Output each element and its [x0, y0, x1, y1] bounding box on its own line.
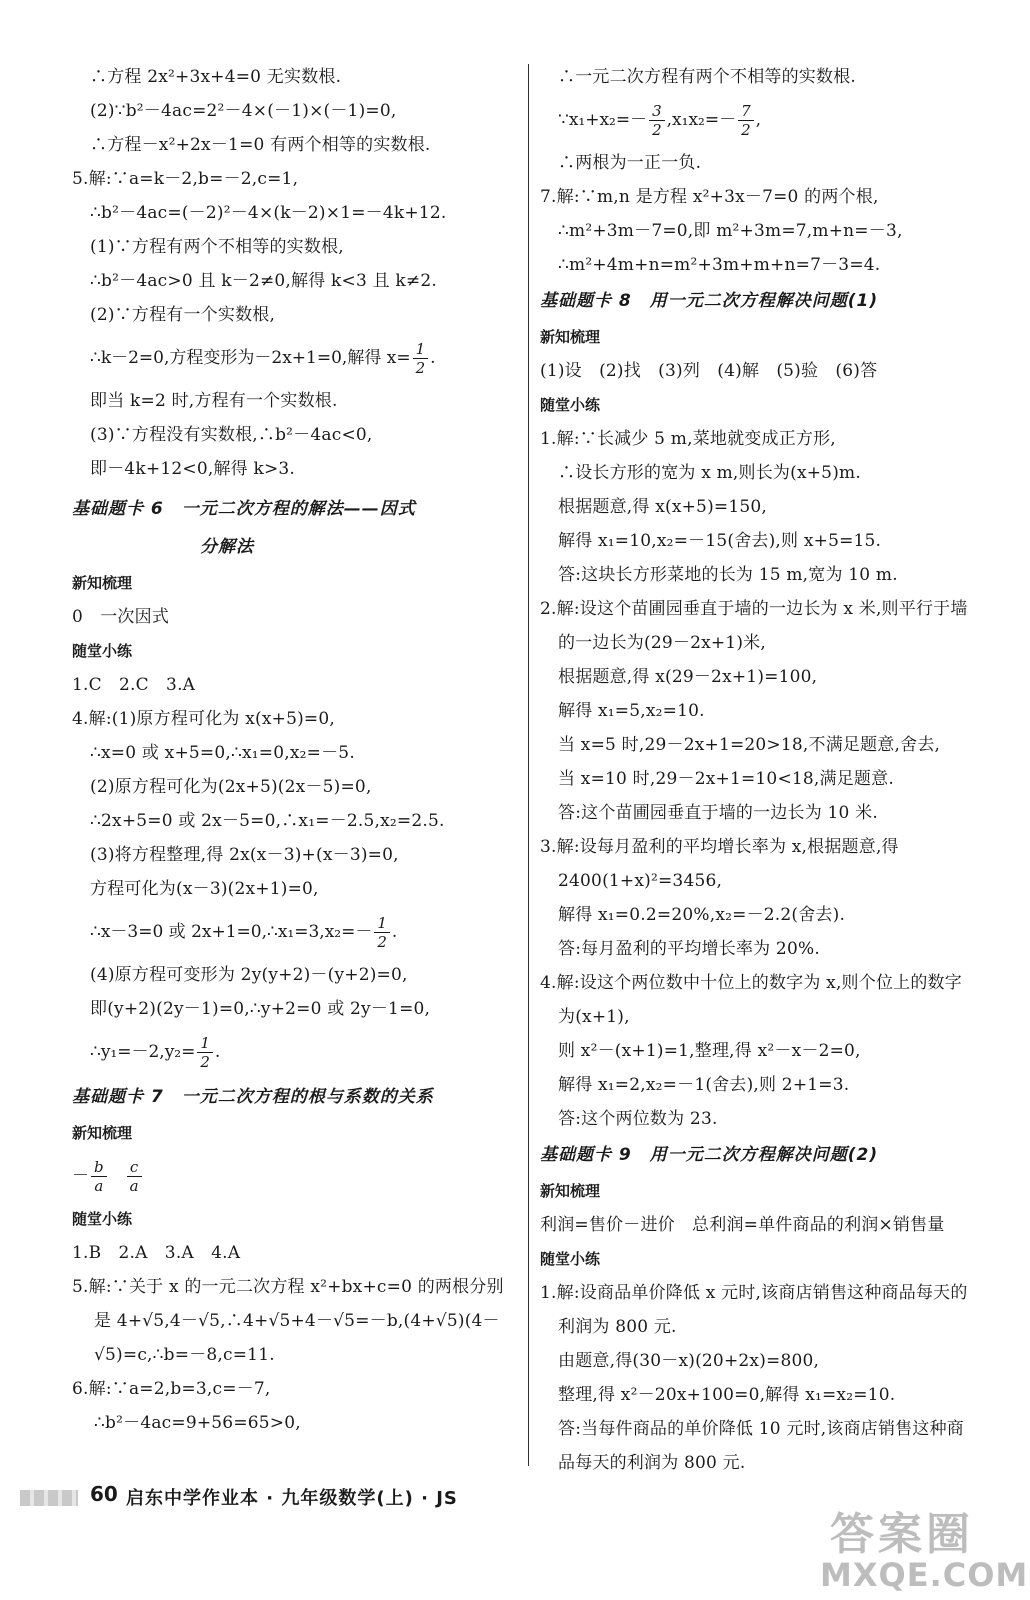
section-title-9: 基础题卡 9 用一元二次方程解决问题(2)	[540, 1145, 879, 1165]
column-divider	[528, 64, 529, 1466]
text-line: 由题意,得(30－x)(20+2x)=800,	[558, 1351, 820, 1371]
text-line: (2)∵b²－4ac=2²－4×(－1)×(－1)=0,	[90, 101, 397, 121]
text-line: ∴两根为一正一负.	[558, 153, 702, 173]
fraction	[374, 914, 390, 951]
denominator: 2	[377, 933, 387, 951]
text-line: (3)∵方程没有实数根,∴b²－4ac<0,	[90, 425, 373, 445]
text-line: 解得 x₁=5,x₂=10.	[558, 701, 705, 721]
section-title-7: 基础题卡 7 一元二次方程的根与系数的关系	[72, 1087, 434, 1107]
text-span: ∴x－3=0 或 2x+1=0,∴x₁=3,x₂=－	[90, 922, 373, 942]
text-line: 解得 x₁=2,x₂=－1(舍去),则 2+1=3.	[558, 1075, 850, 1095]
text-line: 为(x+1),	[558, 1007, 630, 1027]
text-line: 品每天的利润为 800 元.	[558, 1453, 746, 1473]
numerator: 3	[649, 102, 665, 121]
text-line: ∴b²－4ac=9+56=65>0,	[94, 1413, 301, 1433]
text-line: 方程可化为(x－3)(2x+1)=0,	[90, 879, 319, 899]
right-column	[540, 60, 1000, 1480]
numerator: 1	[197, 1034, 213, 1053]
text-line: ∴一元二次方程有两个不相等的实数根.	[558, 67, 857, 87]
text-line: 根据题意,得 x(x+5)=150,	[558, 497, 768, 517]
text-line: 0 一次因式	[72, 607, 170, 627]
sub-heading: 随堂小练	[540, 1250, 601, 1268]
text-line: (3)将方程整理,得 2x(x－3)+(x－3)=0,	[90, 845, 399, 865]
fraction-line	[540, 94, 1000, 146]
sub-heading: 随堂小练	[540, 396, 601, 414]
fraction	[127, 1158, 142, 1195]
text-line: (1)∵方程有两个不相等的实数根,	[90, 237, 344, 257]
text-line: 5.解:∵a=k－2,b=－2,c=1,	[72, 169, 299, 189]
section-title-8: 基础题卡 8 用一元二次方程解决问题(1)	[540, 291, 879, 311]
fraction	[413, 340, 429, 377]
text-line: 即当 k=2 时,方程有一个实数根.	[90, 391, 338, 411]
text-span: ∵x₁+x₂=－	[558, 110, 648, 130]
sub-heading: 新知梳理	[540, 1182, 601, 1200]
text-line: ∴m²+4m+n=m²+3m+m+n=7－3=4.	[558, 255, 881, 275]
text-line: 解得 x₁=0.2=20%,x₂=－2.2(舍去).	[558, 905, 846, 925]
book-title: 启东中学作业本 · 九年级数学(上) · JS	[126, 1488, 458, 1509]
text-line: 5.解:∵关于 x 的一元二次方程 x²+bx+c=0 的两根分别	[72, 1277, 504, 1297]
text-line: 1.解:∵长减少 5 m,菜地就变成正方形,	[540, 429, 836, 449]
sub-heading: 新知梳理	[72, 1124, 133, 1142]
watermark-url: MXQE.COM	[820, 1556, 1029, 1594]
numerator: 1	[374, 914, 390, 933]
left-column	[72, 60, 522, 1440]
text-line: 1.解:设商品单价降低 x 元时,该商店销售这种商品每天的	[540, 1283, 968, 1303]
text-line: 3.解:设每月盈利的平均增长率为 x,根据题意,得	[540, 837, 899, 857]
text-line: 当 x=10 时,29－2x+1=10<18,满足题意.	[558, 769, 894, 789]
text-line: 答:每月盈利的平均增长率为 20%.	[558, 939, 820, 959]
text-line: 当 x=5 时,29－2x+1=20>18,不满足题意,舍去,	[558, 735, 941, 755]
numerator: c	[127, 1158, 142, 1177]
text-line: ∴方程 2x²+3x+4=0 无实数根.	[90, 67, 342, 87]
text-line: 答:这个苗圃园垂直于墙的一边长为 10 米.	[558, 803, 878, 823]
denominator: 2	[415, 359, 426, 377]
text-span: .	[214, 1042, 221, 1062]
denominator: 2	[741, 121, 751, 139]
fraction	[91, 1158, 107, 1195]
text-line: √5)=c,∴b=－8,c=11.	[94, 1345, 275, 1365]
footer-decoration	[20, 1490, 78, 1506]
text-line: 则 x²－(x+1)=1,整理,得 x²－x－2=0,	[558, 1041, 861, 1061]
text-line: 即(y+2)(2y－1)=0,∴y+2=0 或 2y－1=0,	[90, 999, 431, 1019]
text-line: 的一边长为(29－2x+1)米,	[558, 633, 766, 653]
text-line: 是 4+√5,4－√5,∴4+√5+4－√5=－b,(4+√5)(4－	[94, 1311, 500, 1331]
text-line: (4)原方程可变形为 2y(y+2)－(y+2)=0,	[90, 965, 408, 985]
text-line: ∴设长方形的宽为 x m,则长为(x+5)m.	[558, 463, 861, 483]
text-line: 6.解:∵a=2,b=3,c=－7,	[72, 1379, 271, 1399]
fraction-line	[72, 332, 522, 384]
text-line: 4.解:设这个两位数中十位上的数字为 x,则个位上的数字	[540, 973, 962, 993]
text-span: ,	[755, 110, 762, 130]
sub-heading: 新知梳理	[72, 574, 133, 592]
text-span: ,x₁x₂=－	[666, 110, 737, 130]
text-line: ∴b²－4ac>0 且 k－2≠0,解得 k<3 且 k≠2.	[90, 271, 437, 291]
text-line: 答:这个两位数为 23.	[558, 1109, 718, 1129]
watermark-logo	[810, 1498, 1029, 1598]
denominator: a	[129, 1177, 139, 1195]
text-line: ∴m²+3m－7=0,即 m²+3m=7,m+n=－3,	[558, 221, 903, 241]
text-line: (1)设 (2)找 (3)列 (4)解 (5)验 (6)答	[540, 361, 878, 381]
numerator: 7	[738, 102, 754, 121]
watermark-text: 答案圈	[830, 1509, 974, 1560]
text-line: ∴2x+5=0 或 2x－5=0,∴x₁=－2.5,x₂=2.5.	[90, 811, 445, 831]
text-line: 利润为 800 元.	[558, 1317, 677, 1337]
sub-heading: 新知梳理	[540, 328, 601, 346]
denominator: 2	[652, 121, 662, 139]
text-line: ∴b²－4ac=(－2)²－4×(k－2)×1=－4k+12.	[90, 203, 447, 223]
text-span: ∴k－2=0,方程变形为－2x+1=0,解得 x=	[90, 348, 411, 368]
fraction-line	[72, 1150, 522, 1202]
text-line: 答:这块长方形菜地的长为 15 m,宽为 10 m.	[558, 565, 898, 585]
text-line: (2)原方程可化为(2x+5)(2x－5)=0,	[90, 777, 372, 797]
text-line: ∴方程－x²+2x－1=0 有两个相等的实数根.	[90, 135, 431, 155]
text-line: 1.C 2.C 3.A	[72, 675, 196, 695]
fraction	[649, 102, 665, 139]
section-title-6: 基础题卡 6 一元二次方程的解法——因式	[72, 499, 416, 519]
denominator: 2	[200, 1053, 210, 1071]
text-line: 利润=售价－进价 总利润=单件商品的利润×销售量	[540, 1215, 945, 1235]
numerator: 1	[413, 340, 429, 359]
text-line: 7.解:∵m,n 是方程 x²+3x－7=0 的两个根,	[540, 187, 879, 207]
text-line: (2)∵方程有一个实数根,	[90, 305, 276, 325]
sub-heading: 随堂小练	[72, 1210, 133, 1228]
text-line: 整理,得 x²－20x+100=0,解得 x₁=x₂=10.	[558, 1385, 896, 1405]
text-line: 解得 x₁=10,x₂=－15(舍去),则 x+5=15.	[558, 531, 882, 551]
text-line: 4.解:(1)原方程可化为 x(x+5)=0,	[72, 709, 335, 729]
text-line: 根据题意,得 x(29－2x+1)=100,	[558, 667, 818, 687]
page-number: 60	[90, 1482, 118, 1506]
text-line: 2.解:设这个苗圃园垂直于墙的一边长为 x 米,则平行于墙	[540, 599, 968, 619]
text-line: ∴x=0 或 x+5=0,∴x₁=0,x₂=－5.	[90, 743, 355, 763]
fraction	[197, 1034, 213, 1071]
text-line: 1.B 2.A 3.A 4.A	[72, 1243, 241, 1263]
numerator: b	[91, 1158, 107, 1177]
minus-sign: －	[72, 1166, 89, 1186]
denominator: a	[94, 1177, 104, 1195]
sub-heading: 随堂小练	[72, 642, 133, 660]
fraction-line	[72, 1026, 522, 1078]
text-line: 即－4k+12<0,解得 k>3.	[90, 459, 296, 479]
text-span: .	[391, 922, 398, 942]
text-line: 答:当每件商品的单价降低 10 元时,该商店销售这种商	[558, 1419, 964, 1439]
text-line: 2400(1+x)²=3456,	[558, 871, 723, 891]
fraction-line	[72, 906, 522, 958]
fraction	[738, 102, 754, 139]
text-span: .	[430, 348, 436, 368]
section-title-6-cont: 分解法	[200, 537, 254, 557]
text-span: ∴y₁=－2,y₂=	[90, 1042, 196, 1062]
